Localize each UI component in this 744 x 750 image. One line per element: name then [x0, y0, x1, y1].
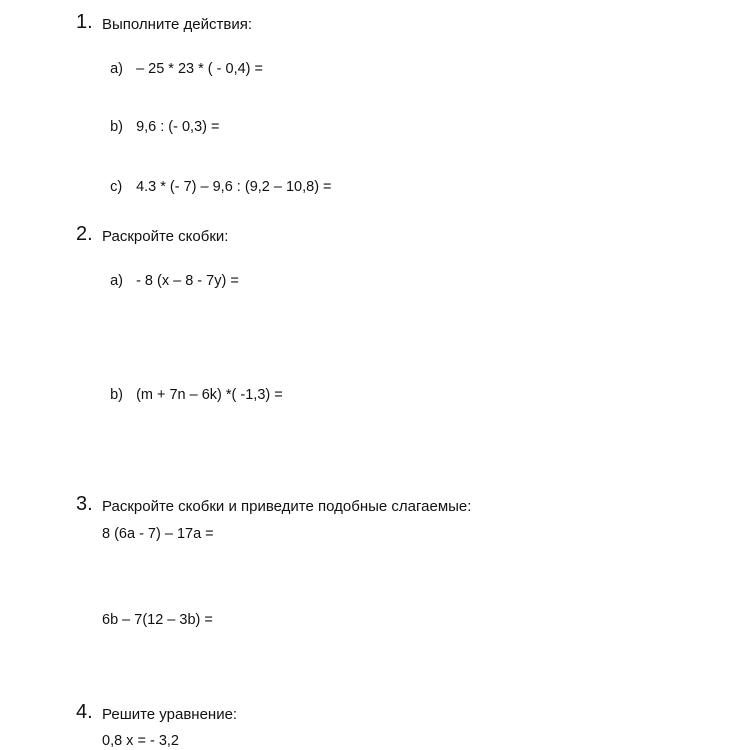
task-1b — [102, 103, 219, 135]
task-1-number: 1. — [76, 11, 93, 33]
task-4-title: Решите уравнение: — [102, 706, 238, 723]
item-expression: 4.3 * (- 7) – 9,6 : (9,2 – 10,8) = — [136, 179, 332, 195]
task-2a — [102, 257, 239, 289]
task-2-title: Раскройте скобки: — [102, 228, 229, 245]
task-1a — [102, 45, 263, 77]
item-expression: – 25 * 23 * ( - 0,4) = — [136, 61, 264, 77]
task-3-number: 3. — [76, 493, 93, 515]
task-3-expression-1: 8 (6a - 7) – 17a = — [102, 526, 214, 542]
item-label: c) — [110, 179, 123, 195]
task-3-title: Раскройте скобки и приведите подобные слагаемые: — [102, 498, 472, 515]
item-expression: (m + 7n – 6k) *( -1,3) = — [136, 387, 283, 403]
task-1-title: Выполните действия: — [102, 16, 253, 33]
item-label: b) — [110, 119, 123, 135]
item-label: a) — [110, 61, 123, 77]
task-4-number: 4. — [76, 701, 93, 723]
task-1c — [102, 163, 332, 195]
item-expression: 9,6 : (- 0,3) = — [136, 119, 220, 135]
item-label: a) — [110, 273, 123, 289]
task-3-expression-2: 6b – 7(12 – 3b) = — [102, 612, 213, 628]
item-label: b) — [110, 387, 123, 403]
task-4-equation: 0,8 x = - 3,2 — [102, 733, 179, 749]
item-expression: - 8 (x – 8 - 7y) = — [136, 273, 239, 289]
task-2-number: 2. — [76, 223, 93, 245]
task-2b — [102, 371, 283, 403]
